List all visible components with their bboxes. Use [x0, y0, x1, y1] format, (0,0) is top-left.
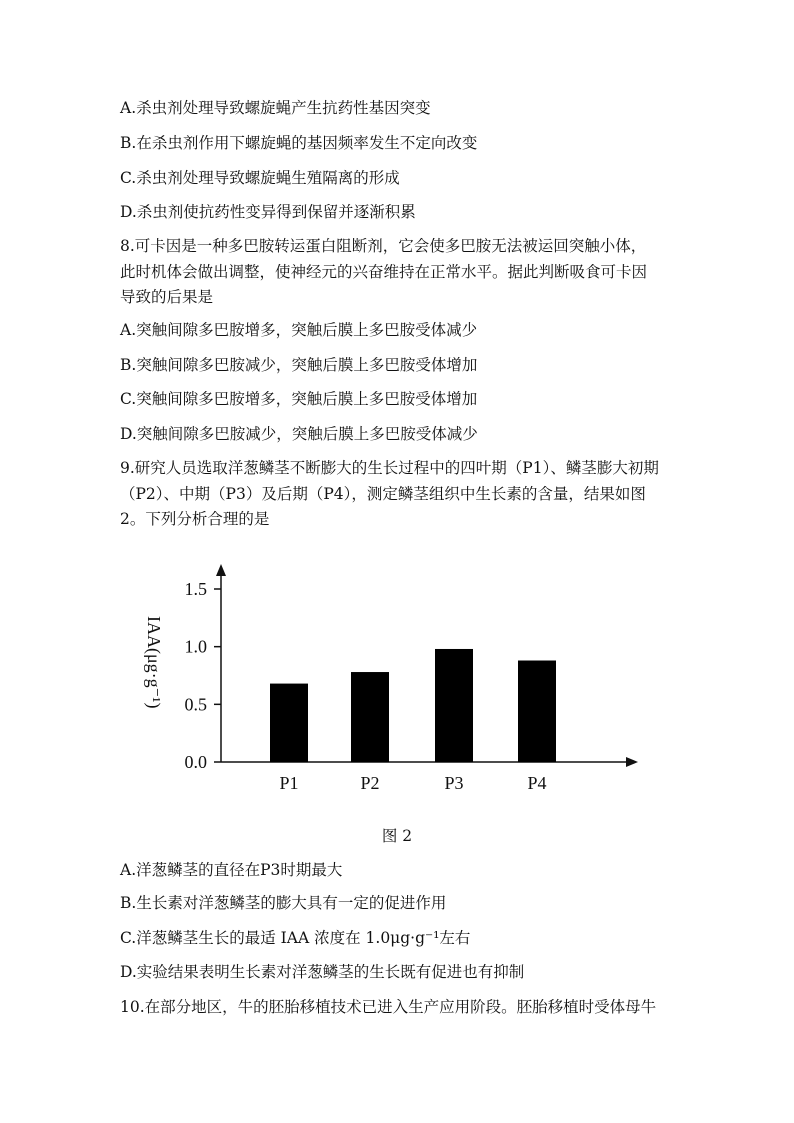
q9-option-a: A.洋葱鳞茎的直径在P3时期最大	[120, 861, 343, 879]
x-tick-label: P4	[527, 773, 547, 793]
q7-option-b: B.在杀虫剂作用下螺旋蝇的基因频率发生不定向改变	[120, 134, 478, 152]
q9-option-b: B.生长素对洋葱鳞茎的膨大具有一定的促进作用	[120, 894, 447, 912]
q9-option-c: C.洋葱鳞茎生长的最适 IAA 浓度在 1.0μg·g⁻¹左右	[120, 929, 471, 947]
bar-p2	[351, 672, 389, 762]
y-tick-label: 1.0	[184, 636, 207, 657]
y-axis-label: IAA(μg·g⁻¹)	[144, 616, 164, 709]
x-tick-label: P2	[360, 773, 380, 793]
q8-option-b: B.突触间隙多巴胺减少，突触后膜上多巴胺受体增加	[120, 356, 478, 374]
y-tick-label: 1.5	[184, 579, 207, 599]
q9-stem-line-3: 2。下列分析合理的是	[120, 510, 270, 528]
y-tick-label: 0.0	[184, 752, 207, 772]
bar-p3	[435, 649, 473, 762]
x-tick-label: P3	[444, 773, 464, 793]
y-tick-label: 0.5	[184, 694, 207, 715]
q7-option-d: D.杀虫剂使抗药性变异得到保留并逐渐积累	[120, 203, 416, 221]
q8-stem-line-3: 导致的后果是	[120, 288, 214, 306]
q8-option-a: A.突触间隙多巴胺增多，突触后膜上多巴胺受体减少	[120, 321, 478, 339]
q10-stem-line-1: 10.在部分地区，牛的胚胎移植技术已进入生产应用阶段。胚胎移植时受体母牛	[120, 998, 657, 1016]
bar-p4	[518, 661, 556, 762]
q7-option-c: C.杀虫剂处理导致螺旋蝇生殖隔离的形成	[120, 169, 400, 187]
q9-option-d: D.实验结果表明生长素对洋葱鳞茎的生长既有促进也有抑制	[120, 963, 525, 981]
q9-stem-line-1: 9.研究人员选取洋葱鳞茎不断膨大的生长过程中的四叶期（P1）、鳞茎膨大初期	[120, 459, 659, 477]
q7-option-a: A.杀虫剂处理导致螺旋蝇产生抗药性基因突变	[120, 99, 431, 117]
x-axis-arrow	[626, 757, 638, 767]
q8-stem-line-2: 此时机体会做出调整，使神经元的兴奋维持在正常水平。据此判断吸食可卡因	[120, 263, 648, 281]
bar-p1	[270, 684, 308, 762]
q9-stem-line-2: （P2）、中期（P3）及后期（P4），测定鳞茎组织中生长素的含量，结果如图	[120, 485, 646, 503]
x-tick-label: P1	[279, 773, 299, 793]
q8-option-d: D.突触间隙多巴胺减少，突触后膜上多巴胺受体减少	[120, 425, 478, 443]
q8-option-c: C.突触间隙多巴胺增多，突触后膜上多巴胺受体增加	[120, 390, 478, 408]
figure-caption: 图 2	[381, 827, 413, 845]
q8-stem-line-1: 8.可卡因是一种多巴胺转运蛋白阻断剂，它会使多巴胺无法被运回突触小体，	[120, 237, 647, 255]
y-axis-arrow	[216, 564, 226, 576]
